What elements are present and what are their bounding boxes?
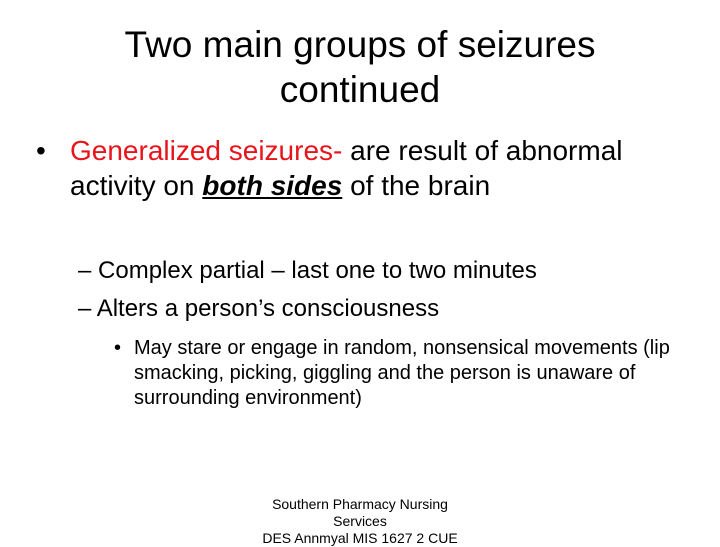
bullet-text-part-a: are result of abnormal activity on [70, 135, 623, 201]
detail-bullet [114, 336, 694, 411]
sub-bullet-alters-consciousness: – Alters a person’s consciousness [78, 295, 440, 322]
bullet-text-part-b: of the brain [342, 170, 491, 201]
bullet-marker: • [36, 135, 46, 166]
slide-footer [240, 496, 480, 547]
term-generalized-seizures: Generalized seizures- [70, 135, 343, 166]
footer-line-2: Services [333, 513, 387, 529]
slide-title-line-1: Two main groups of seizures [124, 24, 596, 65]
bullet-text [70, 133, 686, 203]
sub-bullet-complex-partial: – Complex partial – last one to two minutes [78, 257, 537, 284]
footer-line-3: DES Annmyal MIS 1627 2 CUE [262, 530, 458, 546]
bullet-generalized-seizures [36, 133, 686, 203]
slide-title [0, 22, 720, 112]
slide-title-line-2: continued [279, 69, 441, 110]
emphasis-both-sides: both sides [202, 170, 343, 201]
detail-bullet-text: May stare or engage in random, nonsensical movements (lip smacking, picking, giggling and the person is unaware of surrounding environment) [134, 337, 670, 409]
detail-bullet-marker: • [114, 337, 122, 359]
footer-line-1: Southern Pharmacy Nursing [272, 496, 448, 512]
